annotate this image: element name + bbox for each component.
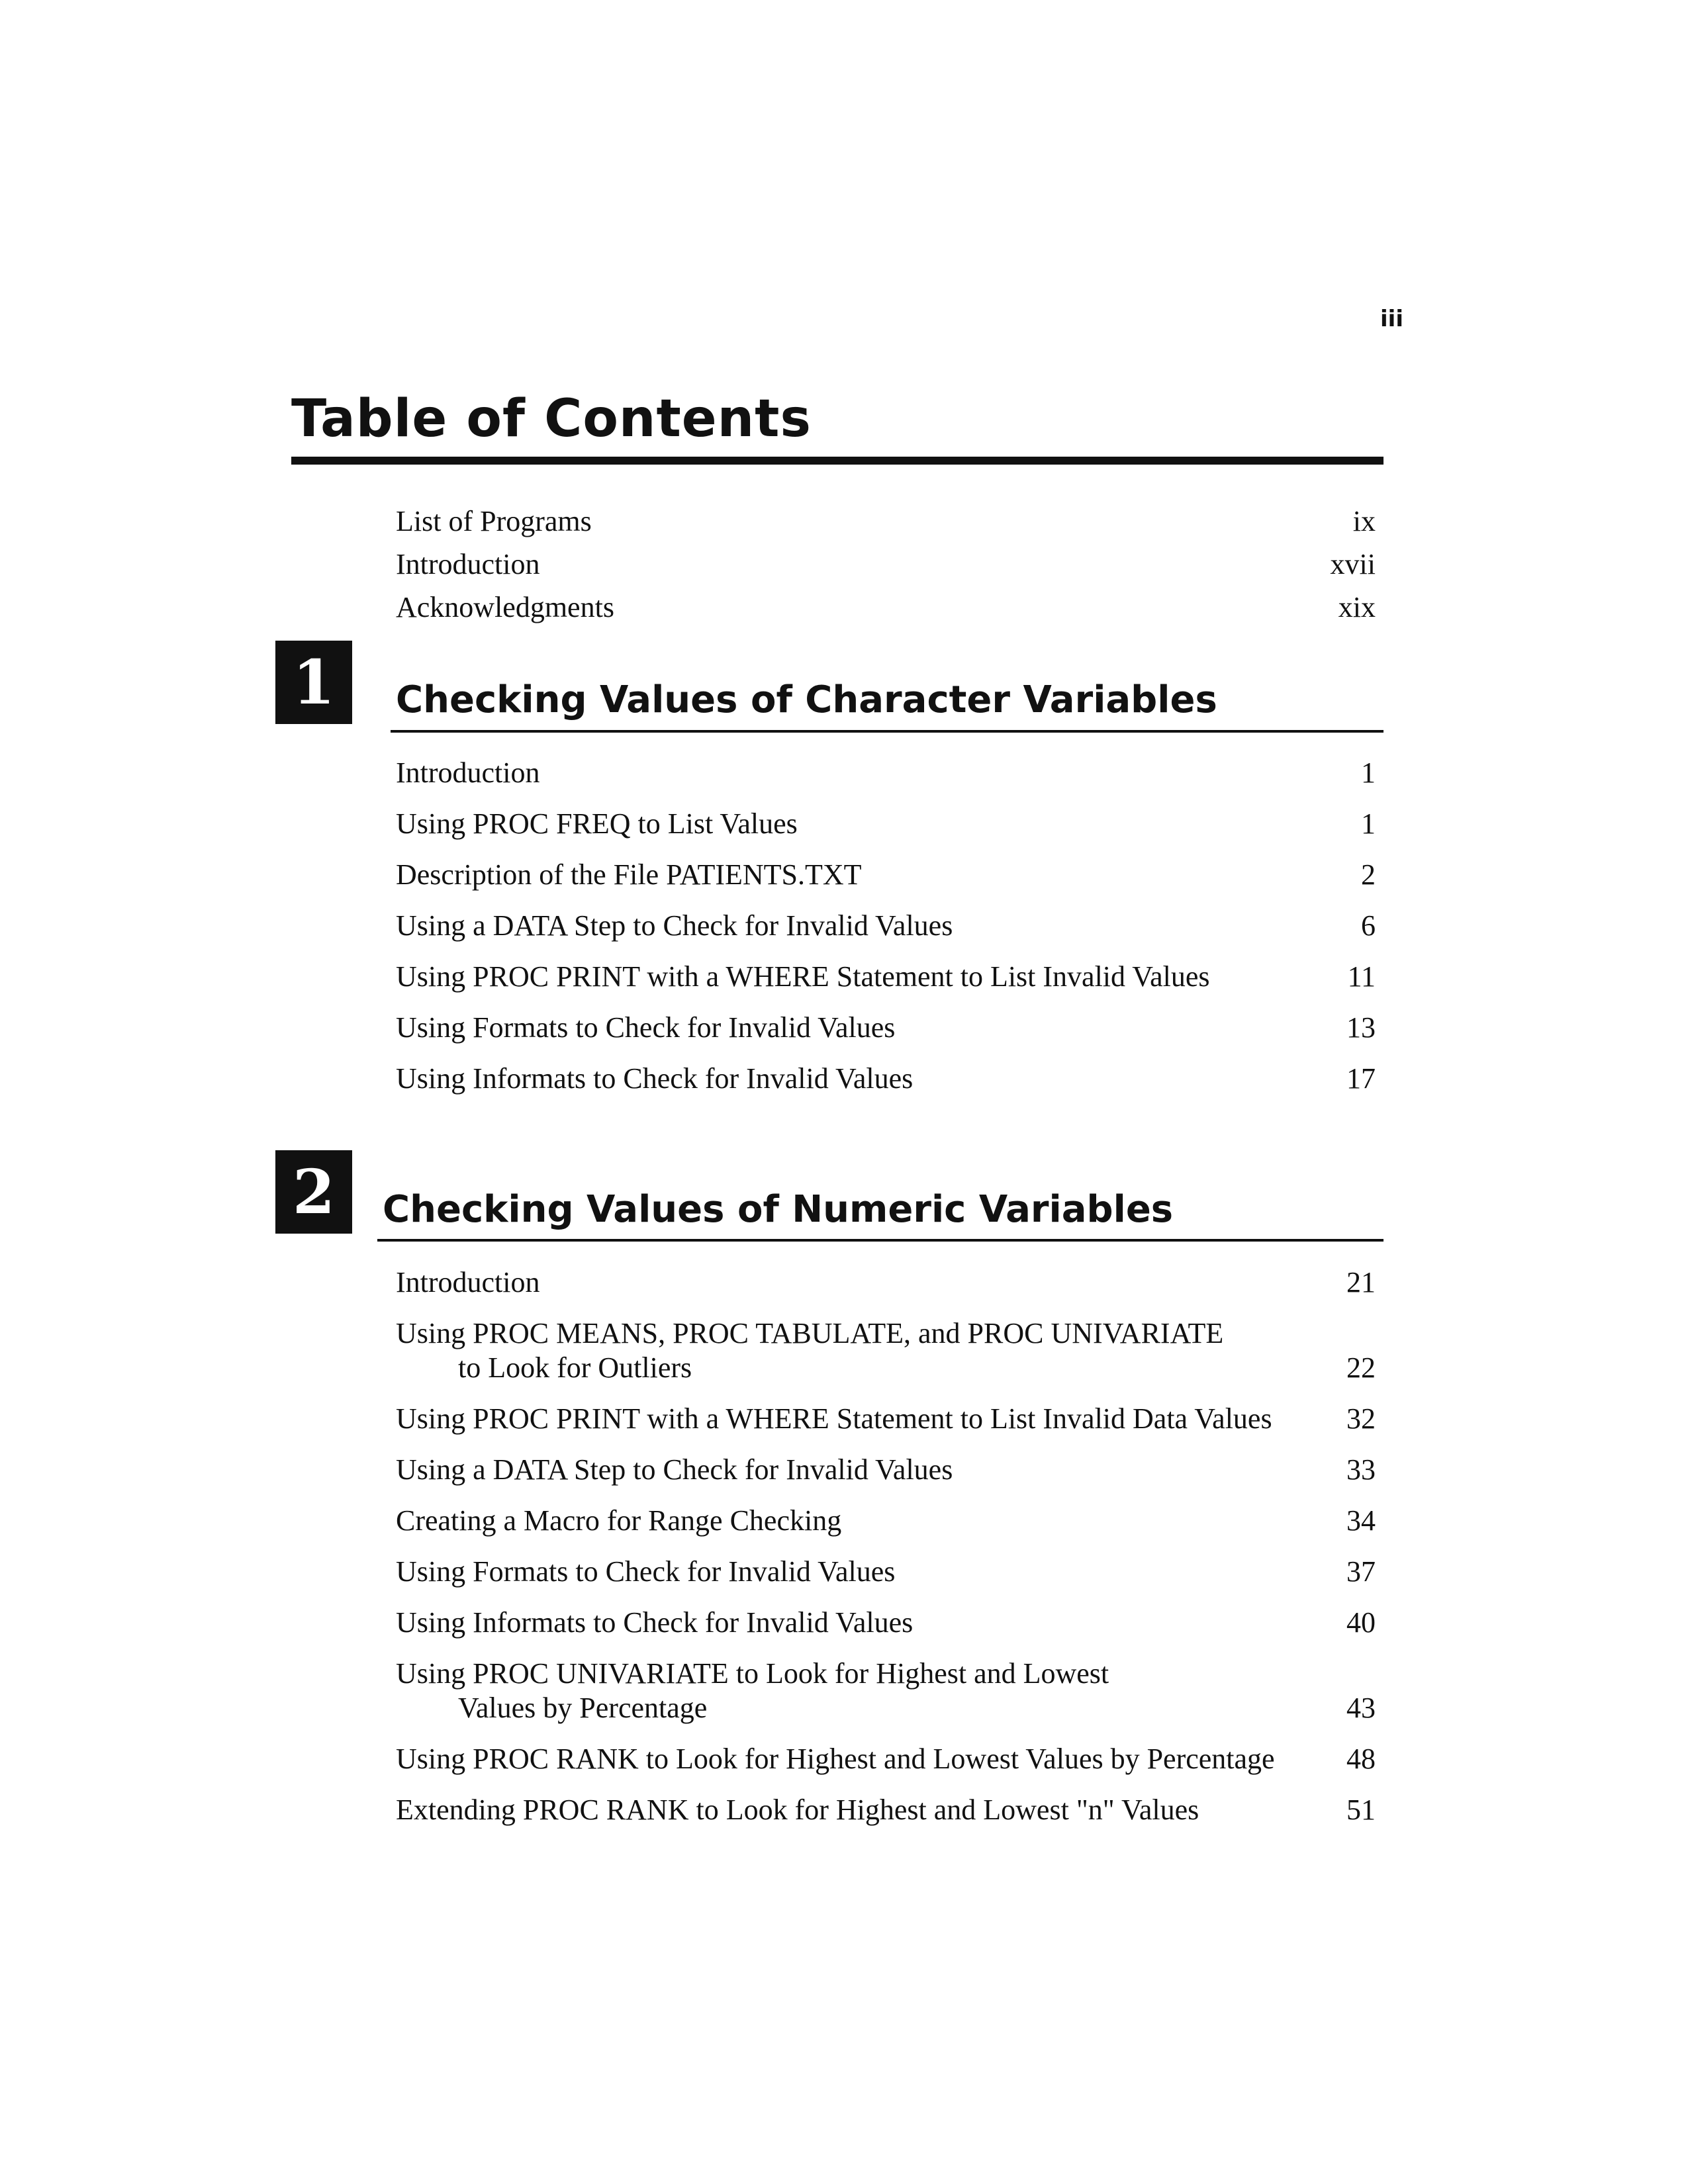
toc-entry-title: Using Formats to Check for Invalid Values bbox=[396, 1555, 896, 1588]
toc-entry-label bbox=[396, 1657, 1109, 1725]
toc-entry bbox=[396, 960, 1376, 994]
toc-entry-title: Introduction bbox=[396, 756, 540, 789]
toc-entry-page: 51 bbox=[1346, 1794, 1376, 1826]
chapter-1-title: Checking Values of Character Variables bbox=[396, 678, 1217, 721]
toc-entry-title: Using a DATA Step to Check for Invalid Values bbox=[396, 909, 953, 942]
toc-entry bbox=[396, 1606, 1376, 1640]
chapter-1-toc-list bbox=[396, 756, 1376, 1113]
toc-entry bbox=[396, 1402, 1376, 1436]
toc-entry-title: List of Programs bbox=[396, 505, 592, 537]
toc-entry-page: 1 bbox=[1361, 756, 1376, 789]
toc-entry bbox=[396, 547, 1376, 582]
toc-entry-label bbox=[396, 1402, 1272, 1436]
toc-entry-label bbox=[396, 756, 540, 790]
toc-entry-title-continuation: Values by Percentage bbox=[458, 1692, 708, 1724]
front-matter-list bbox=[396, 504, 1376, 633]
toc-entry-page: 17 bbox=[1346, 1062, 1376, 1095]
toc-entry bbox=[396, 807, 1376, 841]
toc-entry-title: Description of the File PATIENTS.TXT bbox=[396, 858, 862, 891]
toc-entry bbox=[396, 1453, 1376, 1487]
toc-entry-title: Using PROC MEANS, PROC TABULATE, and PROC UNIVARIATE bbox=[396, 1317, 1224, 1349]
toc-entry-label bbox=[396, 1011, 895, 1045]
toc-entry-title: Using PROC RANK to Look for Highest and Lowest Values by Percentage bbox=[396, 1743, 1275, 1775]
toc-entry bbox=[396, 1316, 1376, 1385]
toc-entry-page: xvii bbox=[1330, 548, 1376, 580]
toc-entry-title: Introduction bbox=[396, 548, 540, 580]
toc-entry-label bbox=[396, 1316, 1223, 1385]
toc-entry-page: ix bbox=[1352, 505, 1376, 537]
toc-entry-page: 43 bbox=[1346, 1692, 1376, 1724]
chapter-2-title: Checking Values of Numeric Variables bbox=[383, 1188, 1174, 1231]
toc-entry bbox=[396, 756, 1376, 790]
chapter-1-rule bbox=[391, 730, 1383, 733]
toc-entry-page: 34 bbox=[1346, 1504, 1376, 1537]
toc-entry-page: 11 bbox=[1347, 960, 1376, 993]
toc-entry-title: Creating a Macro for Range Checking bbox=[396, 1504, 842, 1537]
toc-entry bbox=[396, 1793, 1376, 1827]
toc-entry-label bbox=[396, 1265, 540, 1300]
toc-entry bbox=[396, 1265, 1376, 1300]
toc-entry-label bbox=[396, 590, 614, 625]
chapter-1-number-badge bbox=[275, 641, 352, 724]
toc-entry-label bbox=[396, 547, 540, 582]
toc-entry bbox=[396, 1657, 1376, 1725]
toc-entry-title: Using Formats to Check for Invalid Values bbox=[396, 1011, 896, 1044]
toc-entry bbox=[396, 504, 1376, 539]
toc-entry-page: 21 bbox=[1346, 1266, 1376, 1298]
toc-entry-label bbox=[396, 858, 862, 892]
toc-entry bbox=[396, 1062, 1376, 1096]
toc-entry-title: Using Informats to Check for Invalid Values bbox=[396, 1062, 914, 1095]
toc-entry-page: 1 bbox=[1361, 807, 1376, 840]
page-number: iii bbox=[1380, 306, 1403, 332]
toc-entry-title: Using PROC PRINT with a WHERE Statement to List Invalid Data Values bbox=[396, 1402, 1272, 1435]
toc-entry bbox=[396, 1555, 1376, 1589]
toc-entry-page: 37 bbox=[1346, 1555, 1376, 1588]
title-rule bbox=[291, 457, 1383, 465]
toc-entry-title: Using PROC PRINT with a WHERE Statement to List Invalid Values bbox=[396, 960, 1210, 993]
toc-entry-page: 40 bbox=[1346, 1606, 1376, 1639]
toc-entry-label bbox=[396, 504, 592, 539]
chapter-2-number-badge bbox=[275, 1150, 352, 1234]
toc-entry bbox=[396, 909, 1376, 943]
toc-entry-label bbox=[396, 1504, 841, 1538]
toc-entry-page: 22 bbox=[1346, 1351, 1376, 1384]
toc-entry-title: Extending PROC RANK to Look for Highest and Lowest "n" Values bbox=[396, 1794, 1199, 1826]
toc-entry-title: Using PROC FREQ to List Values bbox=[396, 807, 798, 840]
toc-entry-page: xix bbox=[1338, 591, 1376, 623]
toc-entry-page: 13 bbox=[1346, 1011, 1376, 1044]
toc-entry bbox=[396, 1011, 1376, 1045]
toc-entry-label bbox=[396, 1453, 953, 1487]
chapter-2-toc-list bbox=[396, 1265, 1376, 1844]
toc-entry-title: Using Informats to Check for Invalid Values bbox=[396, 1606, 914, 1639]
toc-entry-page: 33 bbox=[1346, 1453, 1376, 1486]
toc-entry-label bbox=[396, 1606, 913, 1640]
toc-entry-title: Using PROC UNIVARIATE to Look for Highest and Lowest bbox=[396, 1657, 1109, 1690]
chapter-1-number: 1 bbox=[292, 647, 335, 718]
toc-entry-label bbox=[396, 1742, 1275, 1776]
toc-entry bbox=[396, 858, 1376, 892]
toc-entry-title: Acknowledgments bbox=[396, 591, 614, 623]
toc-entry-label bbox=[396, 1062, 913, 1096]
toc-entry bbox=[396, 1504, 1376, 1538]
page-title: Table of Contents bbox=[291, 389, 812, 449]
toc-entry-page: 32 bbox=[1346, 1402, 1376, 1435]
toc-entry-page: 2 bbox=[1361, 858, 1376, 891]
toc-entry bbox=[396, 590, 1376, 625]
toc-entry-label bbox=[396, 807, 798, 841]
toc-entry-label bbox=[396, 909, 953, 943]
toc-entry-title: Using a DATA Step to Check for Invalid Values bbox=[396, 1453, 953, 1486]
toc-entry bbox=[396, 1742, 1376, 1776]
toc-entry-title: Introduction bbox=[396, 1266, 540, 1298]
toc-entry-label bbox=[396, 1555, 895, 1589]
toc-entry-label bbox=[396, 1793, 1199, 1827]
chapter-2-rule bbox=[377, 1239, 1383, 1242]
chapter-2-number: 2 bbox=[292, 1156, 335, 1228]
toc-entry-title-continuation: to Look for Outliers bbox=[458, 1351, 692, 1384]
toc-entry-page: 6 bbox=[1361, 909, 1376, 942]
toc-entry-page: 48 bbox=[1346, 1743, 1376, 1775]
toc-entry-label bbox=[396, 960, 1210, 994]
